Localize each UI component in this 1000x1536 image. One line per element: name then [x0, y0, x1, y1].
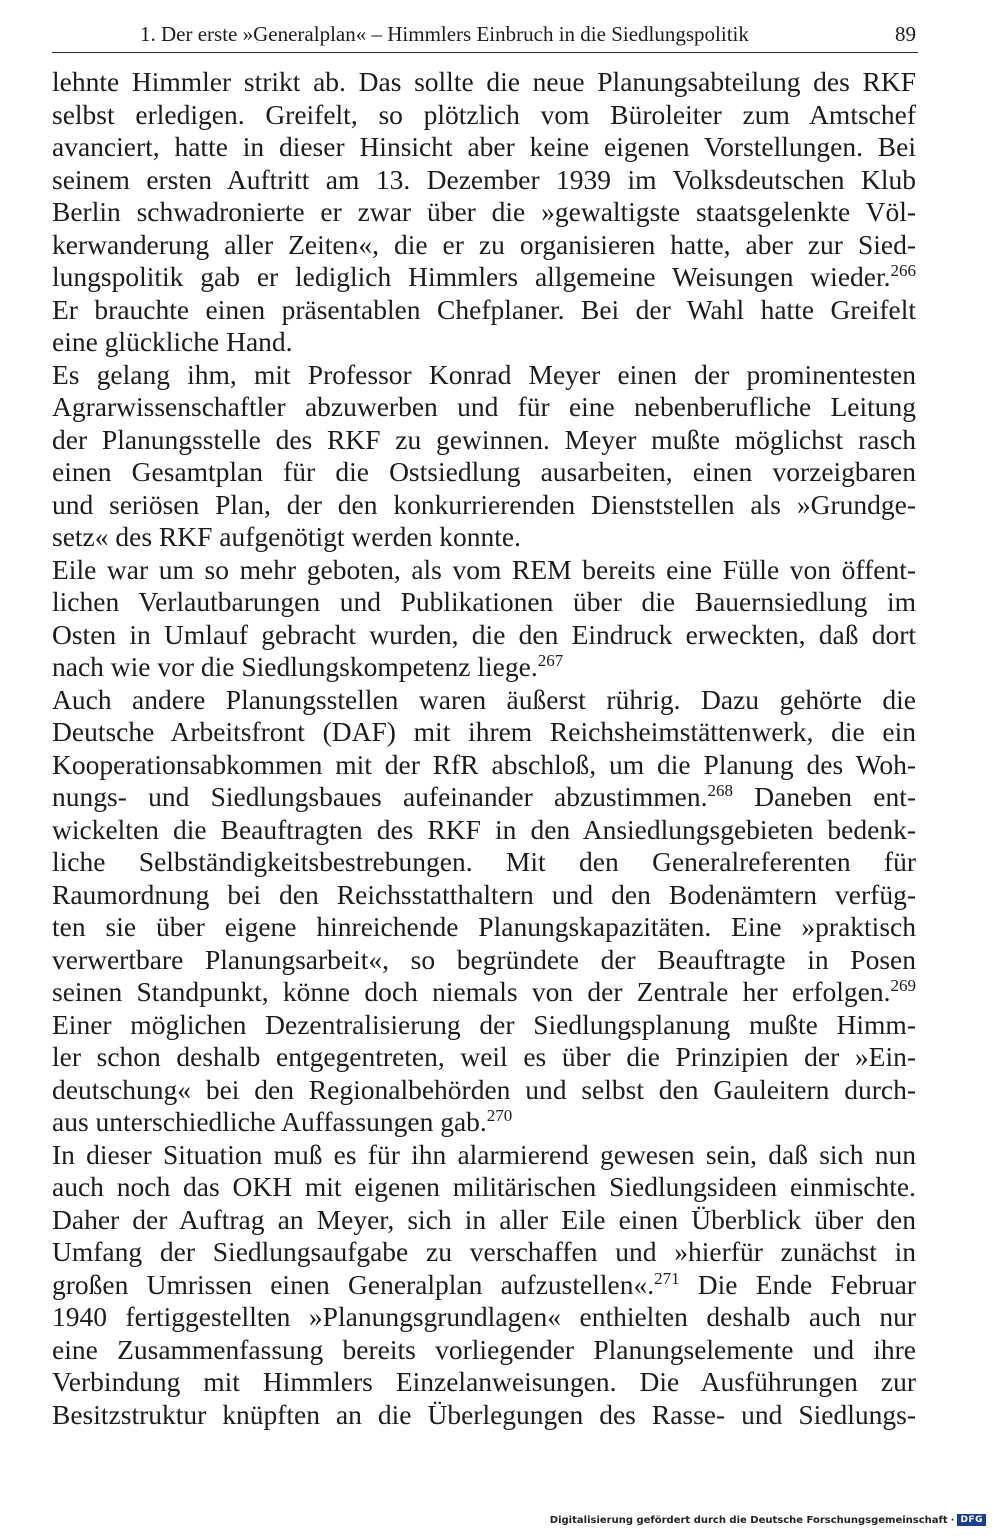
- text-line: lichen Verlautbarungen und Publikationen über die Bauernsiedlung im: [52, 586, 916, 617]
- footnote-ref: 268: [707, 781, 734, 800]
- text-line: Raumordnung bei den Reichsstatthaltern und den Bodenämtern verfüg-: [52, 878, 916, 910]
- text-line: ten sie über eigene hinreichende Planungskapazitäten. Eine »praktisch: [52, 911, 916, 942]
- footnote-ref: 266: [890, 261, 916, 280]
- text-line: verwertbare Planungsarbeit«, so begründete der Beauftragte in Posen: [52, 943, 916, 975]
- text-line: eine glückliche Hand.: [52, 326, 293, 357]
- body-text: [52, 66, 916, 1431]
- text-line: lungspolitik gab er lediglich Himmlers allgemeine Weisungen wieder.$^{266}$: [52, 261, 916, 292]
- text-line: ler schon deshalb entgegentreten, weil es über die Prinzipien der »Ein-: [52, 1041, 916, 1072]
- text-line: Umfang der Siedlungsaufgabe zu verschaffen und »hierfür zunächst in: [52, 1236, 916, 1267]
- text-line: nungs- und Siedlungsbaues aufeinander abzustimmen.$^{268}$ Daneben ent-: [52, 781, 917, 812]
- text-line: der Planungsstelle des RKF zu gewinnen. Meyer mußte möglichst rasch: [52, 423, 916, 455]
- digitization-note: Digitalisierung gefördert durch die Deutsche Forschungsgemeinschaft: [549, 1514, 948, 1526]
- text-line: eine Zusammenfassung bereits vorliegender Planungselemente und ihre: [52, 1333, 916, 1365]
- text-line: einen Gesamtplan für die Ostsiedlung ausarbeiten, einen vorzeigbaren: [52, 456, 916, 487]
- text-line: 1940 fertiggestellten »Planungsgrundlagen« enthielten deshalb auch nur: [52, 1301, 916, 1332]
- footnote-ref: 270: [486, 1106, 513, 1125]
- text-line: Besitzstruktur knüpften an die Überlegungen des Rasse- und Siedlungs-: [52, 1398, 916, 1430]
- text-line: Auch andere Planungsstellen waren äußerst rührig. Dazu gehörte die: [52, 683, 916, 715]
- text-line: Eile war um so mehr geboten, als vom REM bereits eine Fülle von öffent-: [52, 553, 916, 585]
- footnote-ref: 269: [890, 976, 916, 995]
- text-line: Verbindung mit Himmlers Einzelanweisungen. Die Ausführungen zur: [52, 1366, 916, 1397]
- text-line: setz« des RKF aufgenötigt werden konnte.: [52, 521, 521, 552]
- text-line: Deutsche Arbeitsfront (DAF) mit ihrem Reichsheimstättenwerk, die ein: [52, 716, 916, 747]
- dfg-logo: DFG: [957, 1514, 986, 1526]
- text-line: aus unterschiedliche Auffassungen gab.$^{270}$: [52, 1106, 513, 1137]
- text-line: lehnte Himmler strikt ab. Das sollte die neue Planungsabteilung des RKF: [52, 66, 916, 97]
- text-line: Er brauchte einen präsentablen Chefplaner. Bei der Wahl hatte Greifelt: [52, 293, 916, 325]
- text-line: wickelten die Beauftragten des RKF in den Ansiedlungsgebieten bedenk-: [52, 813, 916, 845]
- text-line: seinem ersten Auftritt am 13. Dezember 1939 im Volksdeutschen Klub: [52, 163, 916, 195]
- running-header: [52, 18, 918, 53]
- text-line: Osten in Umlauf gebracht wurden, die den Eindruck erweckten, daß dort: [52, 618, 916, 650]
- chapter-title: 1. Der erste »Generalplan« – Himmlers Einbruch in die Siedlungspolitik: [140, 22, 749, 46]
- text-line: In dieser Situation muß es für ihn alarmierend gewesen sein, daß sich nun: [52, 1138, 916, 1170]
- text-line: Daher der Auftrag an Meyer, sich in aller Eile einen Überblick über den: [52, 1203, 916, 1235]
- text-line: Es gelang ihm, mit Professor Konrad Meyer einen der prominentesten: [52, 358, 916, 390]
- text-line: nach wie vor die Siedlungskompetenz liege.$^{267}$: [52, 651, 564, 682]
- text-line: Einer möglichen Dezentralisierung der Siedlungsplanung mußte Himm-: [52, 1008, 916, 1040]
- page-number: 89: [895, 22, 916, 46]
- text-line: auch noch das OKH mit eigenen militärischen Siedlungsideen einmischte.: [52, 1171, 916, 1202]
- footnote-ref: 271: [654, 1268, 680, 1288]
- footnote-ref: 267: [537, 651, 564, 670]
- digitization-footer: Digitalisierung gefördert durch die Deutsche Forschungsgemeinschaft · DFG: [550, 1514, 986, 1526]
- text-line: kerwanderung aller Zeiten«, die er zu organisieren hatte, aber zur Sied-: [52, 228, 916, 260]
- text-line: selbst erledigen. Greifelt, so plötzlich vom Büroleiter zum Amtschef: [52, 98, 916, 130]
- text-line: großen Umrissen einen Generalplan aufzustellen«.$^{271}$ Die Ende Februar: [52, 1268, 916, 1300]
- text-line: und seriösen Plan, der den konkurrierenden Dienststellen als »Grundge-: [52, 488, 916, 520]
- text-line: deutschung« bei den Regionalbehörden und selbst den Gauleitern durch-: [52, 1073, 916, 1105]
- text-line: Agrarwissenschaftler abzuwerben und für eine nebenberufliche Leitung: [52, 391, 916, 422]
- text-line: avanciert, hatte in dieser Hinsicht aber keine eigenen Vorstellungen. Bei: [52, 131, 916, 162]
- text-line: seinen Standpunkt, könne doch niemals von der Zentrale her erfolgen.$^{269}$: [52, 976, 916, 1007]
- text-line: liche Selbständigkeitsbestrebungen. Mit den Generalreferenten für: [52, 846, 916, 877]
- text-line: Berlin schwadronierte er zwar über die »gewaltigste staatsgelenkte Völ-: [52, 196, 916, 227]
- text-line: Kooperationsabkommen mit der RfR abschloß, um die Planung des Woh-: [52, 748, 916, 780]
